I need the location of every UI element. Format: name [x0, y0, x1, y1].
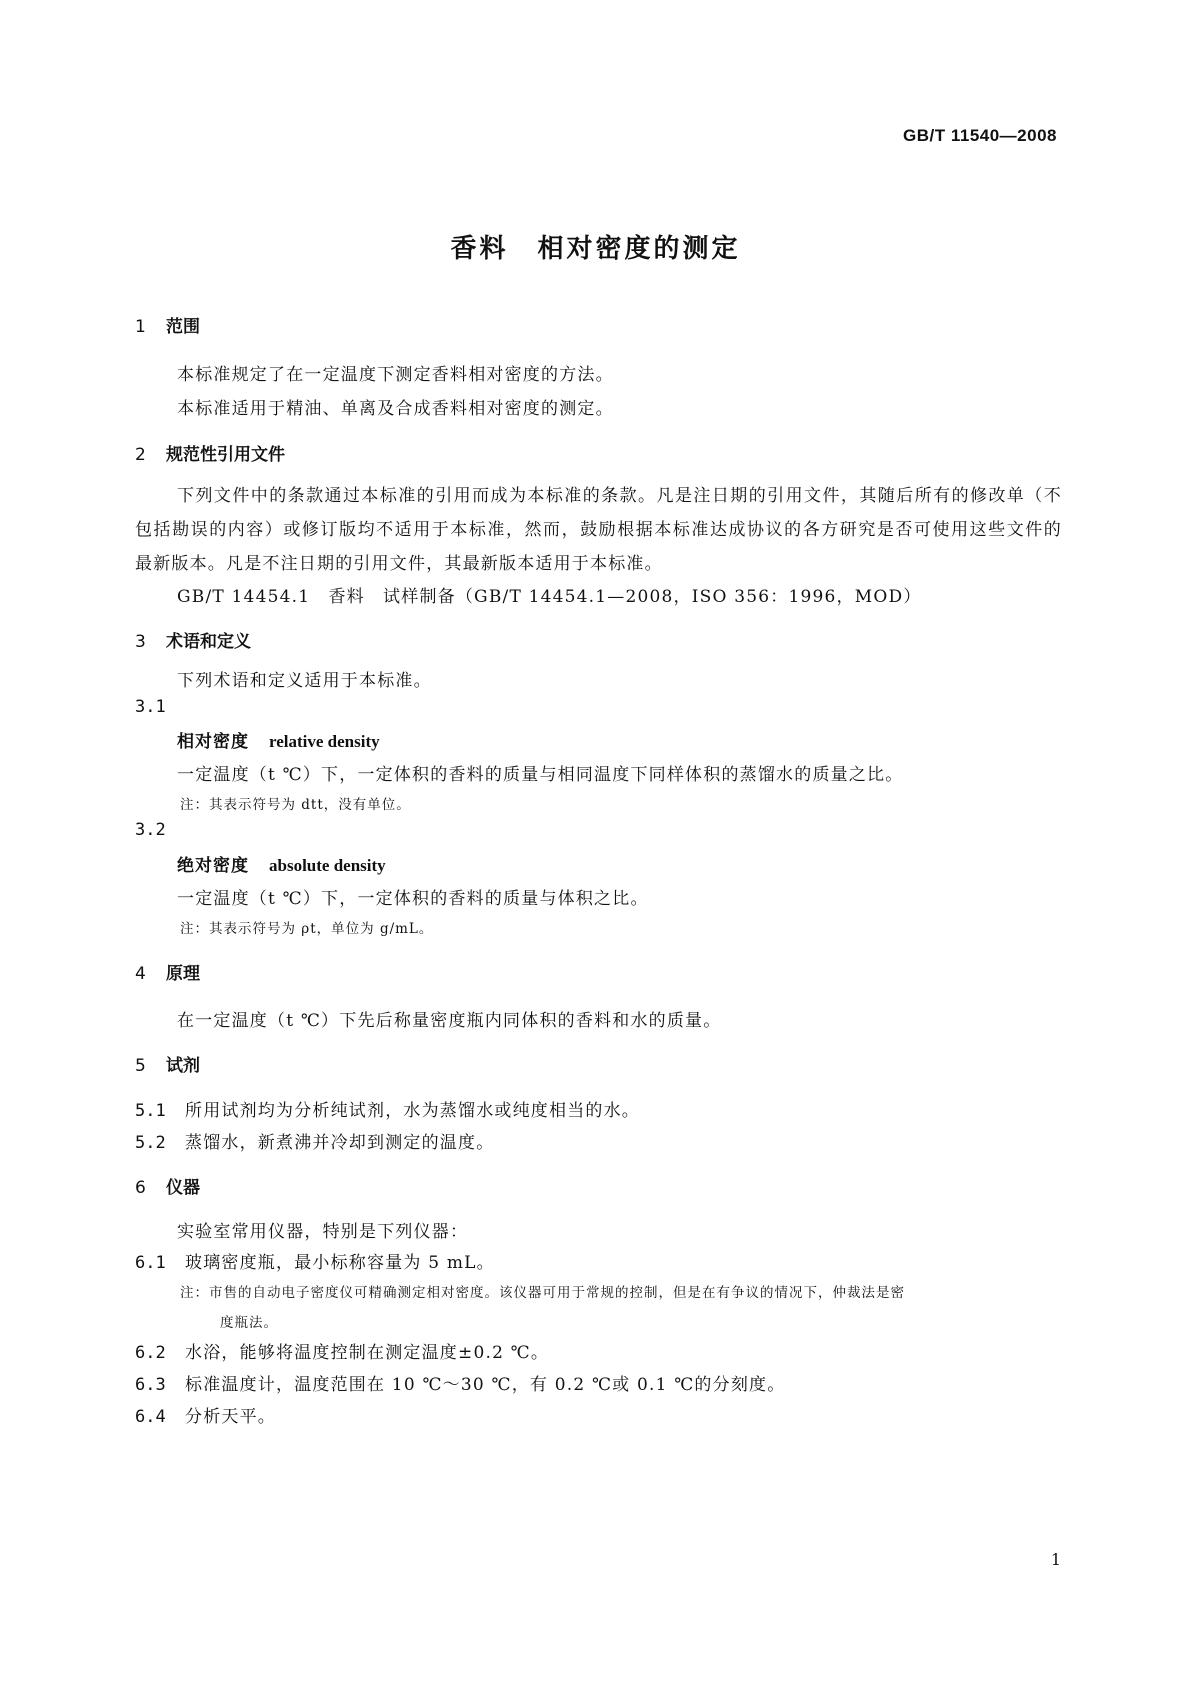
- document-title: 香料 相对密度的测定: [450, 234, 741, 264]
- section-title: 术语和定义: [166, 632, 251, 652]
- section-5-item-1: [135, 1096, 640, 1121]
- term-3-2-title: [177, 851, 386, 876]
- term-3-2-note: 注：其表示符号为 ρt，单位为 g/mL。: [180, 921, 434, 937]
- section-6-item-3: [135, 1370, 785, 1395]
- section-6-intro: 实验室常用仪器，特别是下列仪器：: [177, 1222, 469, 1242]
- section-number: 2: [135, 445, 146, 465]
- term-english: relative density: [269, 732, 380, 751]
- item-text: 蒸馏水，新煮沸并冷却到测定的温度。: [185, 1133, 495, 1153]
- item-text: 分析天平。: [185, 1407, 276, 1427]
- term-3-1-definition: 一定温度（t ℃）下，一定体积的香料的质量与相同温度下同样体积的蒸馏水的质量之比。: [177, 765, 904, 785]
- section-6-heading: [135, 1173, 200, 1198]
- section-6-item-2: [135, 1338, 549, 1363]
- term-chinese: 相对密度: [177, 732, 249, 752]
- section-5-item-2: [135, 1128, 494, 1153]
- term-3-1-title: [177, 727, 380, 752]
- item-number: 5.1: [135, 1101, 166, 1121]
- section-1-paragraph-2: 本标准适用于精油、单离及合成香料相对密度的测定。: [177, 399, 614, 419]
- term-3-1-note: 注：其表示符号为 dtt，没有单位。: [180, 797, 411, 813]
- section-title: 仪器: [166, 1178, 200, 1198]
- term-3-1-number: 3.1: [135, 697, 166, 717]
- section-number: 6: [135, 1178, 146, 1198]
- term-chinese: 绝对密度: [177, 856, 249, 876]
- item-text: 玻璃密度瓶，最小标称容量为 5 mL。: [185, 1253, 495, 1273]
- section-number: 3: [135, 632, 146, 652]
- section-title: 规范性引用文件: [166, 445, 285, 465]
- section-2-paragraph: 下列文件中的条款通过本标准的引用而成为本标准的条款。凡是注日期的引用文件，其随后所有的修改单（不包括勘误的内容）或修订版均不适用于本标准，然而，鼓励根据本标准达成协议的各方研究是否可使用这些文件的最新版本。凡是不注日期的引用文件，其最新版本适用于本标准。: [135, 486, 1062, 574]
- item-number: 6.2: [135, 1343, 166, 1363]
- section-4-heading: [135, 959, 200, 984]
- item-number: 6.3: [135, 1375, 166, 1395]
- section-number: 5: [135, 1056, 146, 1076]
- item-number: 6.1: [135, 1253, 166, 1273]
- term-3-2-number: 3.2: [135, 820, 166, 840]
- page-number: 1: [1050, 1550, 1061, 1569]
- standard-number: GB/T 11540—2008: [903, 126, 1057, 145]
- item-text: 所用试剂均为分析纯试剂，水为蒸馏水或纯度相当的水。: [185, 1101, 640, 1121]
- section-5-heading: [135, 1051, 200, 1076]
- normative-reference: GB/T 14454.1 香料 试样制备（GB/T 14454.1—2008，ISO 356：1996，MOD）: [177, 587, 922, 607]
- term-3-2-definition: 一定温度（t ℃）下，一定体积的香料的质量与体积之比。: [177, 889, 649, 909]
- section-number: 4: [135, 964, 146, 984]
- section-6-note: [180, 1278, 1062, 1338]
- section-title: 范围: [166, 317, 200, 337]
- term-english: absolute density: [269, 856, 386, 875]
- section-1-paragraph-1: 本标准规定了在一定温度下测定香料相对密度的方法。: [177, 365, 614, 385]
- section-3-heading: [135, 627, 251, 652]
- note-line-1: 注：市售的自动电子密度仪可精确测定相对密度。该仪器可用于常规的控制，但是在有争议的情况下，仲裁法是密: [180, 1285, 905, 1301]
- section-number: 1: [135, 317, 146, 337]
- section-1-heading: [135, 312, 200, 337]
- section-4-paragraph: 在一定温度（t ℃）下先后称量密度瓶内同体积的香料和水的质量。: [177, 1011, 722, 1031]
- item-text: 水浴，能够将温度控制在测定温度±0.2 ℃。: [185, 1343, 550, 1363]
- note-line-2: 度瓶法。: [220, 1315, 278, 1331]
- section-3-intro: 下列术语和定义适用于本标准。: [177, 671, 432, 691]
- item-text: 标准温度计，温度范围在 10 ℃～30 ℃，有 0.2 ℃或 0.1 ℃的分刻度。: [185, 1375, 786, 1395]
- section-title: 原理: [166, 964, 200, 984]
- section-2-heading: [135, 440, 285, 465]
- section-6-item-4: [135, 1402, 276, 1427]
- section-title: 试剂: [166, 1056, 200, 1076]
- item-number: 6.4: [135, 1407, 166, 1427]
- item-number: 5.2: [135, 1133, 166, 1153]
- section-6-item-1: [135, 1248, 495, 1273]
